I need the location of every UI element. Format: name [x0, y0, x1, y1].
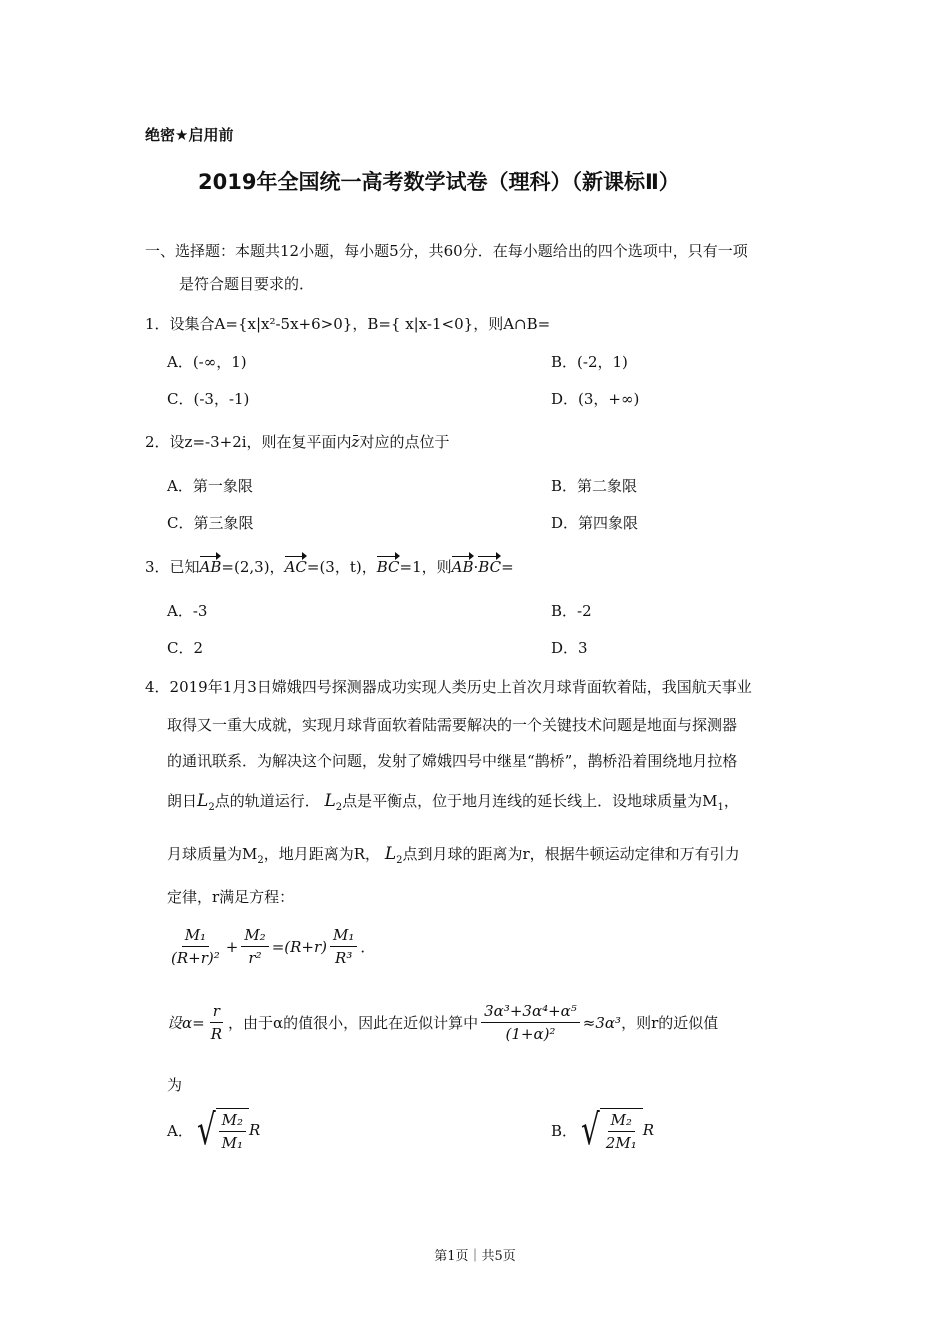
- vector-ac: AC: [285, 554, 307, 576]
- vector-ab-value: =(2,3)，: [221, 558, 285, 576]
- symbol-l: L: [384, 844, 397, 864]
- numerator: 3α³+3α⁴+α⁵: [481, 1002, 580, 1023]
- fraction: [330, 926, 357, 967]
- subscript: 1: [717, 802, 724, 813]
- section-heading-line2: 是符合题目要求的．: [179, 275, 315, 293]
- q2-option-a: A．第一象限: [167, 477, 253, 495]
- square-root: [193, 1105, 249, 1154]
- denominator: M₁: [221, 1134, 243, 1152]
- text: ，地月距离为R，: [263, 845, 381, 863]
- question-stem: 设z=-3+2i，则在复平面内: [169, 433, 352, 451]
- question-4-line3: 的通讯联系．为解决这个问题，发射了嫦娥四号中继星“鹊桥”，鹊桥沿着围绕地月拉格: [167, 752, 738, 770]
- q2-option-d: D．第四象限: [551, 514, 639, 532]
- q3-option-c: C．2: [167, 639, 204, 657]
- square-root: [577, 1105, 643, 1154]
- vector-bc-value: =1，则: [399, 558, 452, 576]
- q3-option-d: D．3: [551, 639, 588, 657]
- text: 月球质量为M: [167, 845, 258, 863]
- q4-option-a: [167, 1105, 261, 1154]
- denominator: R: [210, 1025, 222, 1043]
- fraction: [168, 926, 223, 967]
- q1-option-c: C．(-3，-1): [167, 390, 250, 408]
- plus-sign: +: [225, 937, 239, 956]
- text: ，由于α的值很小，因此在近似计算中: [228, 1014, 479, 1032]
- text: 点是平衡点，位于地月连线的延长线上．设地球质量为M: [342, 792, 718, 810]
- q1-option-b: B．(-2，1): [551, 353, 628, 371]
- symbol-r: R: [642, 1121, 655, 1139]
- numerator: r: [210, 1002, 223, 1023]
- section-heading-line1: 一、选择题：本题共12小题，每小题5分，共60分．在每小题给出的四个选项中，只有一项: [145, 242, 748, 260]
- numerator: M₂: [241, 926, 268, 947]
- question-1: [145, 313, 550, 334]
- numerator: M₂: [608, 1111, 635, 1132]
- subscript: 2: [257, 855, 264, 866]
- subscript: 2: [396, 855, 403, 866]
- q4-option-b: [551, 1105, 655, 1154]
- vector-ab: AB: [200, 554, 222, 576]
- question-number: 2．: [145, 433, 170, 451]
- approx-value: ≈3α³: [582, 1013, 622, 1032]
- confidential-label: 绝密★启用前: [145, 126, 234, 144]
- denominator: R³: [335, 949, 353, 967]
- question-2: [145, 431, 449, 452]
- question-number: 3．: [145, 558, 170, 576]
- question-stem-tail: 对应的点位于: [359, 433, 450, 451]
- denominator: (1+α)²: [505, 1025, 556, 1043]
- text: 点到月球的距离为r，根据牛顿运动定律和万有引力: [402, 845, 740, 863]
- numerator: M₁: [330, 926, 357, 947]
- question-4-line1: [145, 676, 752, 697]
- newton-equation: [165, 926, 375, 967]
- approximation-line: [167, 1002, 718, 1043]
- dot-operator: ·: [473, 558, 479, 576]
- q3-option-a: A．-3: [167, 602, 208, 620]
- vector-bc-2: BC: [478, 554, 501, 576]
- symbol-r: R: [248, 1121, 261, 1139]
- equals-sign: =: [501, 558, 514, 576]
- question-stem: 设集合A={x|x²-5x+6>0}，B={ x|x-1<0}，则A∩B=: [169, 315, 551, 333]
- q1-option-d: D．(3，+∞): [551, 390, 640, 408]
- fraction: [208, 1002, 225, 1043]
- fraction: [603, 1111, 640, 1152]
- option-label: A．: [167, 1121, 193, 1140]
- page-footer: 第1页｜共5页: [434, 1249, 516, 1264]
- question-number: 4．: [145, 678, 170, 696]
- q3-option-b: B．-2: [551, 602, 592, 620]
- page-title: 2019年全国统一高考数学试卷（理科）（新课标Ⅱ）: [198, 170, 680, 194]
- text: 朗日: [167, 792, 198, 810]
- vector-ac-value: =(3，t)，: [306, 558, 377, 576]
- question-4-wei: 为: [167, 1076, 183, 1094]
- text: 点的轨道运行．: [214, 792, 320, 810]
- fraction: [481, 1002, 580, 1043]
- equation-rhs: =(R+r): [271, 937, 328, 956]
- denominator: (R+r)²: [171, 949, 220, 967]
- q2-option-c: C．第三象限: [167, 514, 254, 532]
- text: ．: [360, 938, 376, 956]
- z-conjugate: z: [351, 433, 360, 451]
- denominator: r²: [248, 949, 262, 967]
- option-label: B．: [551, 1121, 578, 1140]
- known-label: 已知: [169, 558, 200, 576]
- numerator: M₁: [182, 926, 209, 947]
- radical-sign: √: [196, 1105, 216, 1154]
- q1-option-a: A．(-∞，1): [167, 353, 247, 371]
- subscript: 2: [335, 802, 343, 813]
- text: 设α=: [167, 1014, 205, 1032]
- vector-bc: BC: [377, 554, 400, 576]
- text: ，: [723, 792, 739, 810]
- question-4-line5: [167, 843, 740, 866]
- paragraph-text: 2019年1月3日嫦娥四号探测器成功实现人类历史上首次月球背面软着陆，我国航天事业: [169, 678, 752, 696]
- fraction: [219, 1111, 246, 1152]
- question-3: [145, 554, 514, 577]
- symbol-l: L: [324, 791, 336, 811]
- q2-option-b: B．第二象限: [551, 477, 638, 495]
- question-4-line4: [167, 790, 739, 813]
- question-4-line2: 取得又一重大成就，实现月球背面软着陆需要解决的一个关键技术问题是地面与探测器: [167, 716, 738, 734]
- symbol-l: L: [197, 791, 209, 811]
- text: ，则r的近似值: [621, 1014, 719, 1032]
- radical-sign: √: [581, 1105, 600, 1154]
- numerator: M₂: [219, 1111, 246, 1132]
- subscript: 2: [208, 802, 215, 813]
- question-number: 1．: [145, 315, 170, 333]
- vector-ab-2: AB: [452, 554, 474, 576]
- denominator: 2M₁: [605, 1134, 637, 1152]
- fraction: [241, 926, 268, 967]
- question-4-line6: 定律，r满足方程：: [167, 888, 295, 906]
